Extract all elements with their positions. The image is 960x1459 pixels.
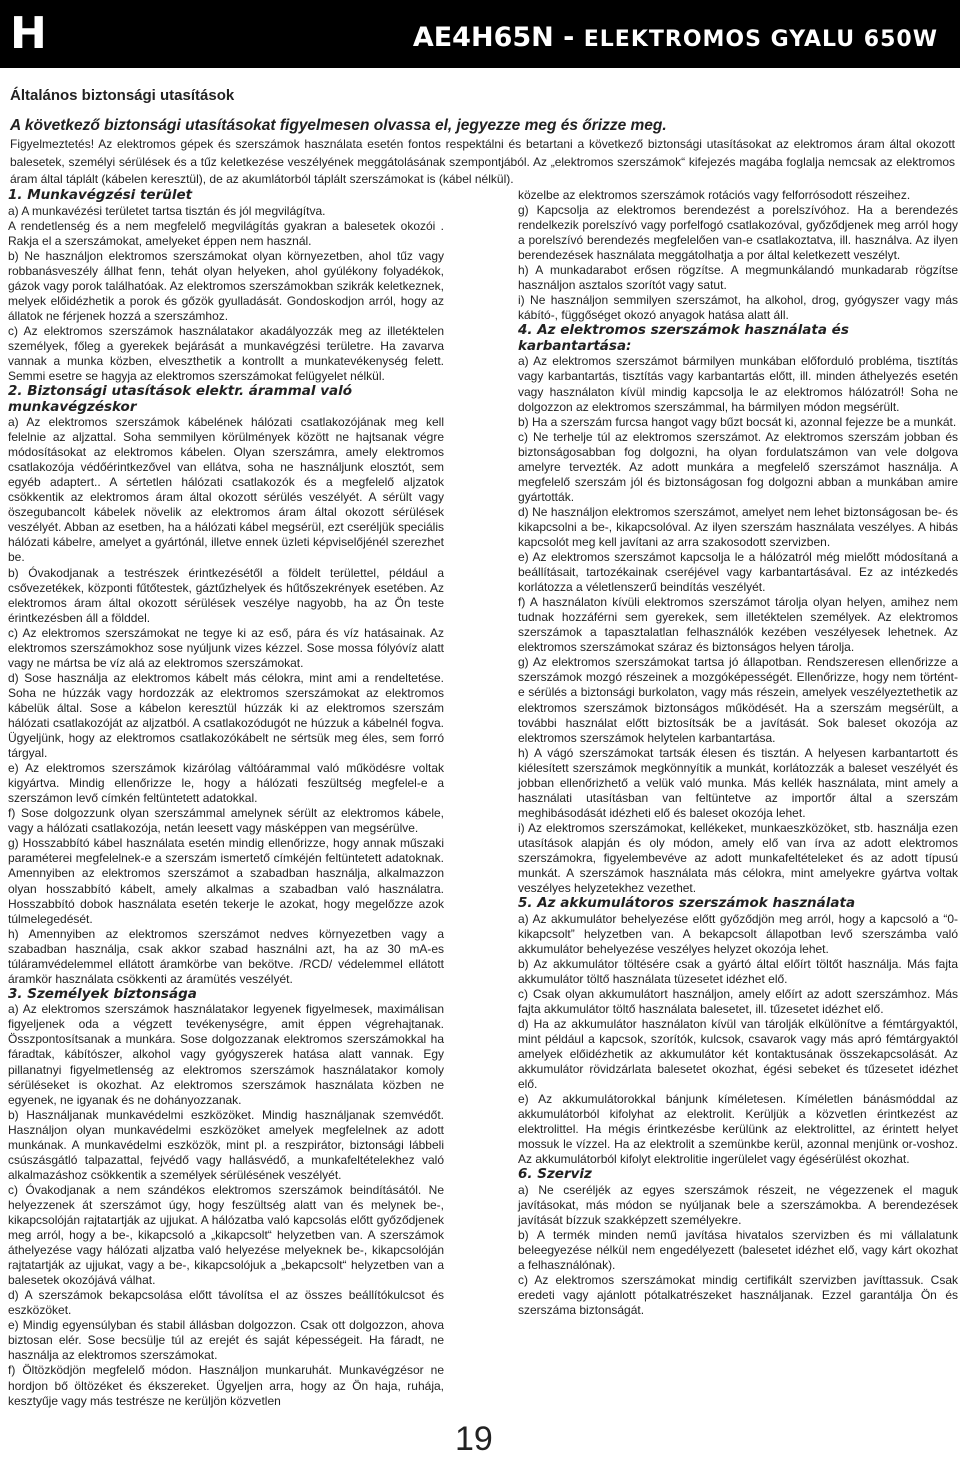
paragraph: e) Az elektromos szerszámok kizárólag váltóárammal való működésre voltak kigyártva. Mindig ellenőrizze le, hogy a hálózati feszültség megfelel-e a szerszámon levő címkén feltüntetett adatokkal.: [8, 761, 444, 806]
paragraph: c) Óvakodjanak a nem szándékos elektromos szerszámok beindításától. Ne helyezzenek át szerszámot úgy, hogy feszültség alatt van és melynek be-, kikapcsolóján rajtatartják az ujjukat. A hálózatba való kapcsolás előtt győződjenek meg arról, hogy a be-, kikapcsoló a „kikapcsolt“ helyzetben van. A szerszámok áthelyezése vagy hálózati aljzatba való helyezése melyeknek be-, kikapcsolóján rajtatartják az ujjukat, vagy a be-, kikapcsolójuk a „bekapcsolt“ helyzetben van a balesetek okozójává válhat.: [8, 1182, 444, 1288]
paragraph: a) Ne cseréljék az egyes szerszámok részeit, ne végezzenek el maguk javításokat, más módon se nyúljanak bele a szerszámokba. A berendezések javítását bízzuk szakképzett személyekre.: [518, 1182, 958, 1227]
paragraph: d) Ha az akkumulátor használaton kívül van tárolják elkülönítve a fémtárgyaktól, mint például a kapcsok, szorítók, kulcsok, csavarok vagy más apró fémtárgyaktól amelyek előidézhetik az akkumulátor két kontaktusának összekapcsolását. Az akkumulátor rövidzárlata balesetet okozhat, égési sebeket és tűzesetet idézhet elő.: [518, 1016, 958, 1092]
paragraph: g) Az elektromos szerszámokat tartsa jó állapotban. Rendszeresen ellenőrizze a szerszámok mozgó részeinek a mozgóképességét. Ellenőrizze, hogy nem történt-e sérülés a biztonsági burkolaton, vagy más részein, amelyek veszélyeztethetik az elektromos szerszámok biztonságos működését. Ha a szerszám megsérült, a további használat előtt biztosítsák be a javítását. Sok baleset okozója az elektromos szerszámok helytelen karbantartása.: [518, 655, 958, 745]
paragraph: d) Ne használjon elektromos szerszámot, amelyet nem lehet biztonságosan be- és kikapcsolni a be-, kikapcsolóval. Az ilyen szerszám használata veszélyes. A hibás kapcsolót meg kell javítani az arra szakosodott szervizben.: [518, 504, 958, 549]
paragraph: f) Öltözködjön megfelelő módon. Használjon munkaruhát. Munkavégzésor ne hordjon bő öltözéket és ékszereket. Ügyeljen arra, hogy az Ön haja, ruhája, kesztyűje vagy más testrésze ne kerüljön közvetlen: [8, 1363, 444, 1408]
paragraph: A rendetlenség és a nem megfelelő megvilágítás gyakran a balesetek okozói . Rakja el a szerszámokat, amelyeket éppen nem használ.: [8, 218, 444, 248]
right-column: [518, 188, 958, 1318]
left-column: [8, 188, 444, 1409]
paragraph: h) A vágó szerszámokat tartsák élesen és tisztán. A helyesen karbantartott és kiélesített szerszámok megkönnyítik a munkát, korlátozzák a baleset veszélyét és jobban ellenőrizhető a velük való munka. Más kellék használata, mint amely a használati utasításban van feltüntetve az importőr által a szerszám meghibásodását idézheti elő és baleset okozója lehet.: [518, 745, 958, 820]
model-description: ELEKTROMOS GYALU 650W: [583, 27, 938, 52]
section-heading: 3. Személyek biztonsága: [8, 985, 197, 1002]
section-heading: 2. Biztonsági utasítások elektr. árammal való munkavégzéskor: [8, 383, 353, 415]
page-number: 19: [455, 1420, 493, 1458]
paragraph: e) Mindig egyensúlyban és stabil állásban dolgozzon. Csak ott dolgozzon, ahova biztosan elér. Sose becsülje túl az erejét és saját képességeit. Ha fáradt, ne használja az elektromos szerszámokat.: [8, 1318, 444, 1363]
model-code: AE4H65N -: [412, 22, 584, 53]
paragraph: f) Sose dolgozzunk olyan szerszámmal amelynek sérült az elektromos kábele, vagy a hálózati csatlakozója, netán leesett vagy másképpen van megsérülve.: [8, 806, 444, 836]
paragraph: b) Az akkumulátor töltésére csak a gyártó által előírt töltőt használja. Más fajta akkumulátor töltő használata tüzesetet idézhet elő.: [518, 956, 958, 986]
paragraph: b) Használjanak munkavédelmi eszközöket. Mindig használjanak szemvédőt. Használjon olyan munkavédelmi eszközöket amelyek megfelelnek az adott munkának. A munkavédelmi eszközök, mint pl. a reszpirátor, biztonsági lábbeli csúszásgátló talpazattal, fejvédő vagy hallásvédő, a munkafeltételekhez való alkalmazáshoz csökkentik a személyek sérülésének veszélyét.: [8, 1107, 444, 1182]
paragraph: g) Hosszabbító kábel használata esetén mindig ellenőrizze, hogy annak műszaki paraméterei megfelelnek-e a szerszám ismertető címkéjén feltüntetett adatoknak. Amennyiben az elektromos szerszámot a szabadban használja, alkalmazzon olyan hosszabbító kábelt, amely alkalmas a szabadban való használatra. Hosszabbító dobok használata esetén tekerje le azokat, hogy megelőzze azok túlmelegedését.: [8, 836, 444, 926]
section-heading: 1. Munkavégzési terület: [8, 187, 193, 203]
paragraph: b) Ne használjon elektromos szerszámokat olyan környezetben, ahol tűz vagy robbanásveszély állhat fenn, tehát olyan helyeken, ahol gyúlékony folyadékok, gázok vagy porok találhatóak. Az elektromos szerszámokban szikrák keletkeznek, melyek előidézhetik a porok és gőzök gyulladását. Gondoskodjon arról, hogy az állatok ne férjenek hozzá a szerszámhoz.: [8, 248, 444, 323]
paragraph: e) Az akkumulátorokkal bánjunk kíméletesen. Kíméletlen bánásmóddal az akkumulátorból kifolyhat az elektrolit. Kerüljük a közvetlen érintkezést az elektrolittel. Ha mégis érintkezésbe kerülünk az elektrolittel, az érintett helyet mossuk le vízzel. Ha az elektrolit a szemünkbe kerül, azonnal menjünk or-voshoz. Az akkumulátorból kifolyt elektrolitie ingerülelet vagy égésérülést okozhat.: [518, 1092, 958, 1167]
paragraph: g) Kapcsolja az elektromos berendezést a porelszívóhoz. Ha a berendezés rendelkezik porelszívó vagy porfelfogó csatlakozóval, győződjenek meg arról hogy a porelszívó berendezés megfelelően van-e csatlakoztatva, ill. használva. Az ilyen berendezések használata meggátolhatja a por által keletkezett veszélyt.: [518, 203, 958, 263]
paragraph: c) Az elektromos szerszámokat mindig certifikált szervizben javíttassuk. Csak eredeti vagy ajánlott pótalkatrészeket használjanak. Ezzel garantálja Ön és szerszáma biztonságát.: [518, 1273, 958, 1318]
paragraph: a) A munkavézési területet tartsa tisztán és jól megvilágítva.: [8, 203, 326, 218]
paragraph: közelbe az elektromos szerszámok rotációs vagy felforrósodott részeihez.: [518, 188, 911, 202]
product-title: [413, 22, 938, 53]
paragraph: b) A termék minden nemű javítása hivatalos szervizben és mi vállalatunk beleegyezése nélkül nem engedélyezett (balesetet idézhet elő, vagy kárt okozhat a felhasználónak).: [518, 1228, 958, 1273]
paragraph: c) Az elektromos szerszámok használatakor akadályozzák meg az illetéktelen személyek, főleg a gyerekek bejárását a munkavégzési területre. Ha zavarva vannak a munka közben, elveszthetik a kontrollt a munkatevékenység felett. Semmi esetre se hagyja az elektromos szerszámokat felügyelet nélkül.: [8, 323, 444, 384]
paragraph: a) Az akkumulátor behelyezése előtt győződjön meg arról, hogy a kapcsoló a “0-kikapcsolt” helyzetben van. A bekapcsolt állapotban levő szerszámba való akkumulátor behelyezése veszélyes helyzet okozója lehet.: [518, 911, 958, 956]
section-title: Általános biztonsági utasítások: [10, 87, 235, 104]
paragraph: i) Az elektromos szerszámokat, kellékeket, munkaeszközöket, stb. használja ezen utasítások alapján és oly módon, amely elő van írva az adott elektromos szerszámokra, figyelembevéve az adott munkafeltételeket és az adott típusú munkát. A szerszámok használata más célokra, mint amelyekre gyártva voltak veszélyes helyzetekhez vezethet.: [518, 820, 958, 896]
section-letter: H: [10, 8, 47, 59]
paragraph: h) Amennyiben az elektromos szerszámot nedves környezetben vagy a szabadban használja, csak akkor szabad használni azt, ha az 30 mA-es túláramvédelemmel ellátott áramkörbe van bekötve. /RCD/ védelemmel ellátott áramkör használata csökkenti az áramütés veszélyét.: [8, 926, 444, 986]
paragraph: f) A használaton kívüli elektromos szerszámot tárolja olyan helyen, amihez nem tudnak hozzáférni sem gyerekek, sem illetéktelen személyek. Az elektromos szerszámok a tapasztalatlan felhasználók kezében veszélyesek lehetnek. Az elektromos szerszámokat száraz és biztonságos helyen tárolja.: [518, 595, 958, 655]
lead-instruction: A következő biztonsági utasításokat figyelmesen olvassa el, jegyezze meg és őrizze meg.: [10, 117, 667, 134]
paragraph: e) Az elektromos szerszámot kapcsolja le a hálózatról még mielőtt módosítaná a beállításait, tartozékainak cseréjével vagy karbantartásával. Ez az intézkedés korlátozza a véletlenszerű beindítás veszélyét.: [518, 550, 958, 595]
paragraph: a) Az elektromos szerszámok kábelének hálózati csatlakozójának meg kell felelnie az aljzattal. Soha semmilyen körülmények között ne hajtsanak végre módosításokat az elektromos kábelen. Olyan szerszámra, amely elektromos csatlakozója védőérintkezővel van ellátva, soha ne használjunk elosztót, sem egyéb adaptert.. A sértetlen hálózati csatlakozók és a megfelelő aljzatok csökkentik az elektromos áram által okozott sérülés veszélyét. A sérült vagy öszegubancolt kábelek növelik az elektromos áram által okozott sérülések veszélyét. Abban az esetben, ha a hálózati kábel megsérül, ezt cseréljük speciális hálózati kábelre, amelyet a gyártónál, illetve ennek üzleti képviselőjénél szerezhet be.: [8, 415, 444, 565]
paragraph: d) A szerszámok bekapcsolása előtt távolítsa el az összes beállítókulcsot és eszközöket.: [8, 1288, 444, 1318]
page-header: [0, 0, 960, 68]
paragraph: i) Ne használjon semmilyen szerszámot, ha alkohol, drog, gyógyszer vagy más kábító-, függőséget okozó anyagok hatása alatt áll.: [518, 293, 958, 323]
section-heading: 5. Az akkumulátoros szerszámok használata: [518, 895, 856, 912]
paragraph: c) Az elektromos szerszámokat ne tegye ki az eső, pára és víz hatásainak. Az elektromos szerszámokhoz sose nyúljunk vizes kézzel. Sose mossa fólyóvíz alatt vagy ne mártsa be víz alá az elektromos szerszámokat.: [8, 625, 444, 670]
section-heading: 4. Az elektromos szerszámok használata és karbantartása:: [518, 322, 849, 354]
section-heading: 6. Szerviz: [518, 1166, 592, 1183]
paragraph: b) Óvakodjanak a testrészek érintkezésétől a földelt területtel, például a csővezetékek, központi fűtőtestek, gáztűzhelyek és hűtőszekrények esetében. Az elektromos áram által okozott sérülések veszélye nagyobb, ha az Ön teste érintkezésben áll a földdel.: [8, 565, 444, 625]
paragraph: d) Sose használja az elektromos kábelt más célokra, mint ami a rendeltetése. Soha ne húzzák vagy hordozzák az elektromos szerszámokat az elektromos kábelük által. Sose a kábelon keresztül húzzák ki az elektromos szerszám hálózati csatlakozóját az aljzatból. A csatlakozódugót ne húzzuk a kábelnél fogva. Ügyeljünk, hogy az elektromos csatlakozókábelt ne sértsük meg éles, sem forró tárgyal.: [8, 670, 444, 761]
paragraph: b) Ha a szerszám furcsa hangot vagy bűzt bocsát ki, azonnal fejezze be a munkát.: [518, 414, 957, 429]
paragraph: c) Csak olyan akkumulátort használjon, amely előírt az adott szerszámhoz. Más fajta akkumulátor töltő használata balesetet, ill. tűzesetet idézhet elő.: [518, 986, 958, 1016]
paragraph: a) Az elektromos szerszámok használatakor legyenek figyelmesek, maximálisan figyeljenek oda a végzett tevékenységre, amit éppen végrehajtanak. Összpontosítsanak a munkára. Sose dolgozzanak elektromos szerszámokkal ha fáradtak, kábítószer, alkohol vagy gyógyszerek hatása alatt vannak. Egy pillanatnyi figyelmetlenség az elektromos szerszámok használatakor komoly sérüléseket is okozhat. Az elektromos szerszámok használata közben ne egyenek, ne igyanak és ne dohányozzanak.: [8, 1002, 444, 1107]
intro-warning: Figyelmeztetés! Az elektromos gépek és szerszámok használata esetén fontos respektálni és betartani a következő biztonsági utasításokat az elektromos áram által okozott balesetek, személyi sérülések és a tűz keletkezése veszélyének meggátolásának szempontjából. Az „elektromos szerszámok“ kifejezés magába foglalja nemcsak az elektromos áram által táplált (kábelen keresztül), de az akumlátorból táplált szerszámokat is (kábel nélkül).: [10, 137, 955, 186]
paragraph: h) A munkadarabot erősen rögzítse. A megmunkálandó munkadarab rögzítse használjon asztalos szorítót vagy satut.: [518, 263, 958, 293]
paragraph: a) Az elektromos szerszámot bármilyen munkában előforduló probléma, tisztítás vagy karbantartás, tisztítás vagy karbantartás előtt, ill. minden áthelyezés esetén vagy használaton kívül mindig kapcsolja le az elektromos hálózatról! Soha ne dolgozzon az elektromos szerszámmal, ha bármilyen módon megsérült.: [518, 354, 958, 414]
paragraph: c) Ne terhelje túl az elektromos szerszámot. Az elektromos szerszám jobban és biztonságosabban fog dolgozni, ha olyan fordulatszámon van vele dolgova amelyre tervezték. Az adott munkára a megfelelő szerszámot használja. A megfelelő szerszám jól és biztonságosan fog dolgozni abban a munkában amire gyártották.: [518, 429, 958, 504]
